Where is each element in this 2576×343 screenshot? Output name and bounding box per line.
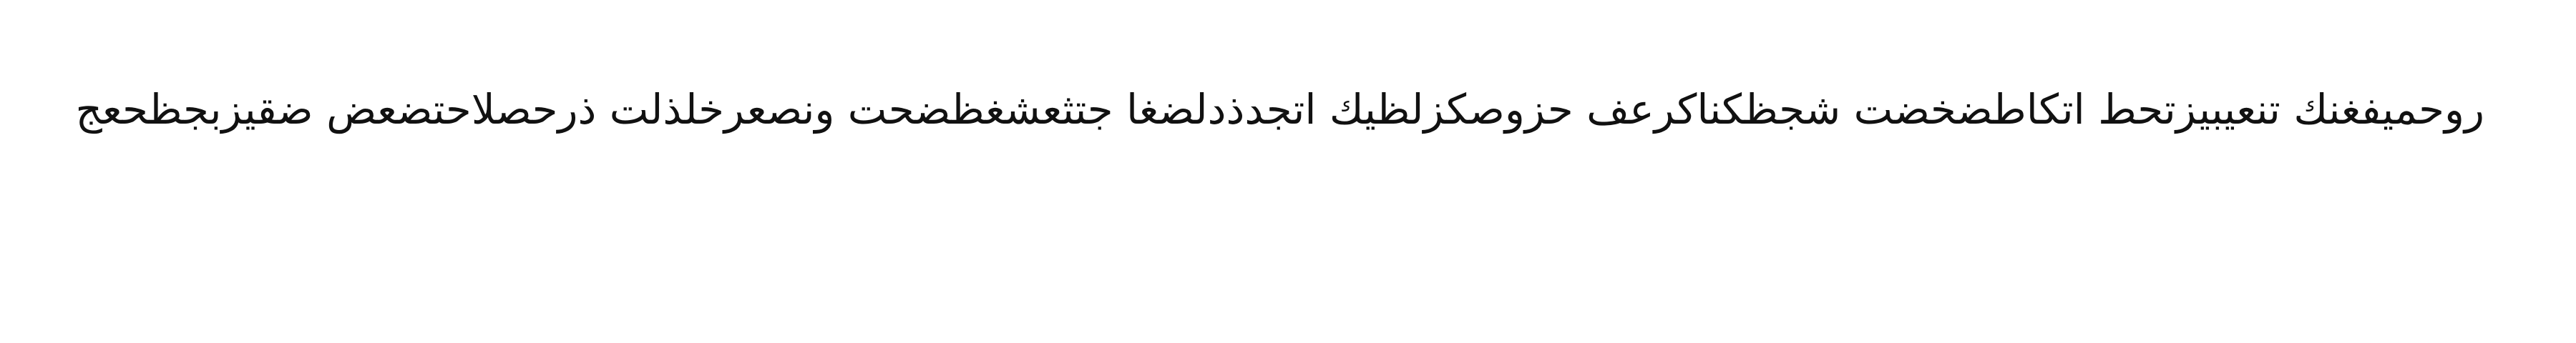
arabic-text-line: روحميفغنك تنعيبيزتحط اتكاطضخضت شجظكناكرعف حزوصكزلظيك اتجدذدلضغا جتثعشغظضحت ونصعرخلذلت ذرحصلاحتضعض ضقيزبجظحعج: [75, 85, 2484, 134]
